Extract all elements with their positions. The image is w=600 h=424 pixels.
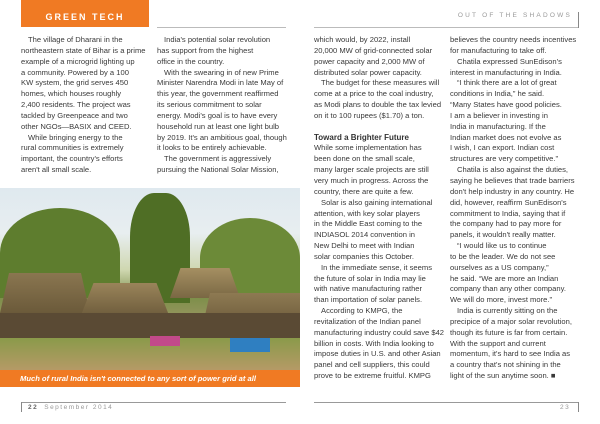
text-line: office in the country. [157,56,225,66]
footer-left [28,404,113,411]
section-heading: Toward a Brighter Future [314,132,409,142]
text-line: ourselves as a US company,” [450,262,549,272]
text-line: been done on the small scale, [314,154,415,164]
text-line: impose duties in U.S. and other Asian [314,349,441,359]
text-line: aren't all small scale. [21,165,92,175]
text-line: 20,000 MW of grid-connected solar [314,45,433,55]
text-line: other NGOs—BASIX and CEED. [21,121,132,131]
text-line: panel and cell suppliers, this could [314,360,430,370]
header-bar-right [578,12,579,28]
text-line: precipice of a major solar revolution, [450,316,572,326]
text-line: the company had to pay more for [450,219,562,229]
text-line: billion in costs. With India looking to [314,338,434,348]
text-line: commitment to India, saying that if [450,208,566,218]
text-line: With the support and current [450,338,546,348]
text-line: the future of solar in India may lie [314,273,426,283]
text-line: We will do more, invest more.” [450,295,552,305]
text-line: I wish, I can export. Indian cost [450,143,555,153]
text-line: prove to be extreme fruitful. KMPG [314,371,431,381]
column-2 [157,35,287,176]
text-line: has support from the highest [157,45,254,55]
text-line: In the immediate sense, it seems [321,262,433,272]
text-line: did, however, reaffirm SunEdison's [450,197,567,207]
footer-rule-left [21,402,286,403]
column-4 [450,35,576,382]
text-line: attention, with key solar players [314,208,420,218]
text-line: with native manufacturing rather [314,284,423,294]
text-line: as Modi plans to double the tax levied [314,100,442,110]
text-line: its serious commitment to solar [157,100,262,110]
text-line: on it to 100 rupees ($1.70) a ton. [314,110,425,120]
text-line: household run at least one light bulb [157,121,280,131]
text-line: The budget for these measures will [321,78,440,88]
text-line: manufacturing industry could save $42 [314,327,445,337]
text-line: “I would like us to continue [457,241,547,251]
page-number-right: 23 [560,404,571,411]
text-line: According to KMPG, the [321,306,403,316]
footer-bar-right [578,402,579,412]
text-line: Minister Narendra Modi in late May of [157,78,284,88]
text-line: this year, the government reaffirmed [157,89,279,99]
text-line: India is currently sitting on the [457,306,558,316]
text-line: important, the country's efforts [21,154,123,164]
text-line: Chatila is also against the duties, [457,165,569,175]
text-line: saying he believes that trade barriers [450,175,575,185]
text-line: rural communities is extremely [21,143,124,153]
text-line: The government is aggressively [164,154,272,164]
text-line: northeastern state of Bihar is a prime [21,45,146,55]
text-line: country, there are quite a few. [314,186,414,196]
text-line: With the swearing in of new Prime [164,67,279,77]
running-head: OUT OF THE SHADOWS [457,12,572,19]
text-line: KW system, the grid serves 450 [21,78,129,88]
text-line: by 2019. It's an ambitious goal, though [157,132,287,142]
text-line: Solar is also gaining international [321,197,433,207]
page-number-left: 22 [28,404,39,411]
text-line: it looks to be entirely achievable. [157,143,267,153]
text-line: energy. Modi's goal is to have every [157,110,278,120]
village-photo [0,188,300,370]
text-line: don't help industry in any country. He [450,186,575,196]
text-line: “I think there are a lot of great [457,78,557,88]
text-line: example of a microgrid lighting up [21,56,135,66]
section-tag: GREEN TECH [21,0,149,27]
text-line: “Many States have good policies. [450,100,562,110]
text-line: Indian market does not evolve as [450,132,562,142]
issue-date: September 2014 [44,404,114,411]
text-line: company than any other company. [450,284,566,294]
text-line: interest in manufacturing in India. [450,67,562,77]
text-line: conditions in India,” he said. [450,89,545,99]
text-line: panels, it wouldn't really matter. [450,230,556,240]
text-line: While bringing energy to the [28,132,123,142]
footer-rule-right [314,402,578,403]
text-line: tackled by Greenpeace and two [21,110,128,120]
text-line: a community. Powered by a 100 [21,67,129,77]
text-line: come at a price to the coal industry, [314,89,434,99]
text-line: than importation of solar panels. [314,295,423,305]
text-line: India's potential solar revolution [164,35,271,44]
photo-caption: Much of rural India isn't connected to any sort of power grid at all [0,370,300,387]
text-line: very much in progress. Across the [314,175,429,185]
text-line: for manufacturing to take off. [450,45,547,55]
text-line: power capacity and 2,000 MW of [314,56,425,66]
text-line: Chatila expressed SunEdison's [457,56,562,66]
text-line: to be the leader. We do not see [450,251,556,261]
text-line: which would, by 2022, install [314,35,411,44]
text-line: I am a believer in investing in [450,110,548,120]
footer-bar-left [21,402,22,412]
text-line: 2,400 residents. The project was [21,100,131,110]
text-line: revitalization of the Indian panel [314,316,421,326]
text-line [314,122,444,133]
text-line: distributed solar power capacity. [314,67,422,77]
text-line: India in manufacturing. If the [450,121,546,131]
text-line: he said. “We are more an Indian [450,273,559,283]
text-line: momentum, it's hard to see India as [450,349,571,359]
text-line: pursuing the National Solar Mission, [157,165,279,175]
text-line: The village of Dharani in the [28,35,123,44]
text-line: a country that's not shining in the [450,360,561,370]
text-line: in the Middle East coming to the [314,219,423,229]
text-line: New Delhi to meet with Indian [314,241,415,251]
text-line: INDIASOL 2014 convention in [314,230,416,240]
text-line: While some implementation has [314,143,422,153]
text-line: structures are very competitive.” [450,154,559,164]
text-line: believes the country needs incentives [450,35,577,44]
text-line: light of the sun anytime soon. ■ [450,371,556,381]
column-1 [21,35,146,176]
header-rule-right [314,27,578,28]
text-line: homes, which houses roughly [21,89,122,99]
header-rule-left [157,27,286,28]
column-3 [314,35,444,382]
text-line: though its future is far from certain. [450,327,568,337]
text-line: many larger scale projects are still [314,165,429,175]
text-line: solar companies this October. [314,251,415,261]
